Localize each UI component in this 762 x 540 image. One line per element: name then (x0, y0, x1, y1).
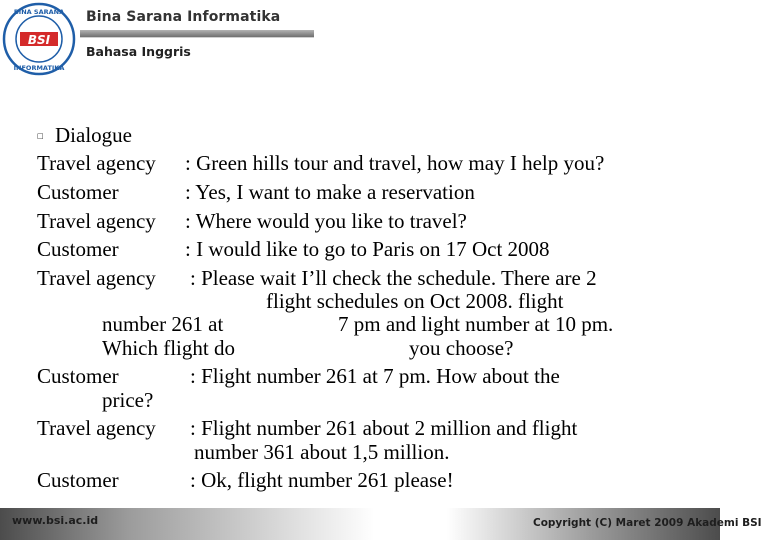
svg-text:BSI: BSI (27, 33, 51, 47)
dialogue-continuation: number 361 about 1,5 million. (194, 440, 450, 464)
dialogue-continuation: Which flight do (102, 336, 235, 360)
speaker-label: Travel agency (37, 151, 156, 175)
bullet-icon: □ (37, 132, 44, 140)
bsi-logo (2, 2, 76, 76)
section-heading: Dialogue (55, 123, 132, 147)
footer-website: www.bsi.ac.id (12, 514, 99, 527)
speaker-label: Travel agency (37, 209, 156, 233)
organization-name: Bina Sarana Informatika (86, 9, 281, 25)
dialogue-continuation: number 261 at (102, 312, 224, 336)
dialogue-line: : Yes, I want to make a reservation (185, 180, 475, 204)
dialogue-line: : Please wait I’ll check the schedule. There are 2 (190, 266, 597, 290)
speaker-label: Customer (37, 468, 119, 492)
course-subject: Bahasa Inggris (86, 44, 191, 59)
dialogue-continuation: price? (102, 388, 154, 412)
dialogue-line: : Ok, flight number 261 please! (190, 468, 454, 492)
dialogue-continuation: you choose? (409, 336, 514, 360)
svg-text:BINA SARANA: BINA SARANA (13, 8, 65, 16)
dialogue-line: : Flight number 261 about 2 million and flight (190, 416, 578, 440)
header-rule-shadow (80, 37, 314, 38)
svg-text:INFORMATIKA: INFORMATIKA (13, 64, 65, 72)
dialogue-line: : Green hills tour and travel, how may I help you? (185, 151, 605, 175)
footer-copyright: Copyright (C) Maret 2009 Akademi BSI (533, 517, 762, 529)
dialogue-continuation: flight schedules on Oct 2008. flight (266, 289, 564, 313)
speaker-label: Customer (37, 237, 119, 261)
header-rule (80, 30, 314, 37)
dialogue-line: : Flight number 261 at 7 pm. How about the (190, 364, 560, 388)
speaker-label: Customer (37, 364, 119, 388)
dialogue-line: : Where would you like to travel? (185, 209, 467, 233)
dialogue-line: : I would like to go to Paris on 17 Oct 2008 (185, 237, 550, 261)
speaker-label: Customer (37, 180, 119, 204)
speaker-label: Travel agency (37, 266, 156, 290)
speaker-label: Travel agency (37, 416, 156, 440)
dialogue-continuation: 7 pm and light number at 10 pm. (338, 312, 614, 336)
